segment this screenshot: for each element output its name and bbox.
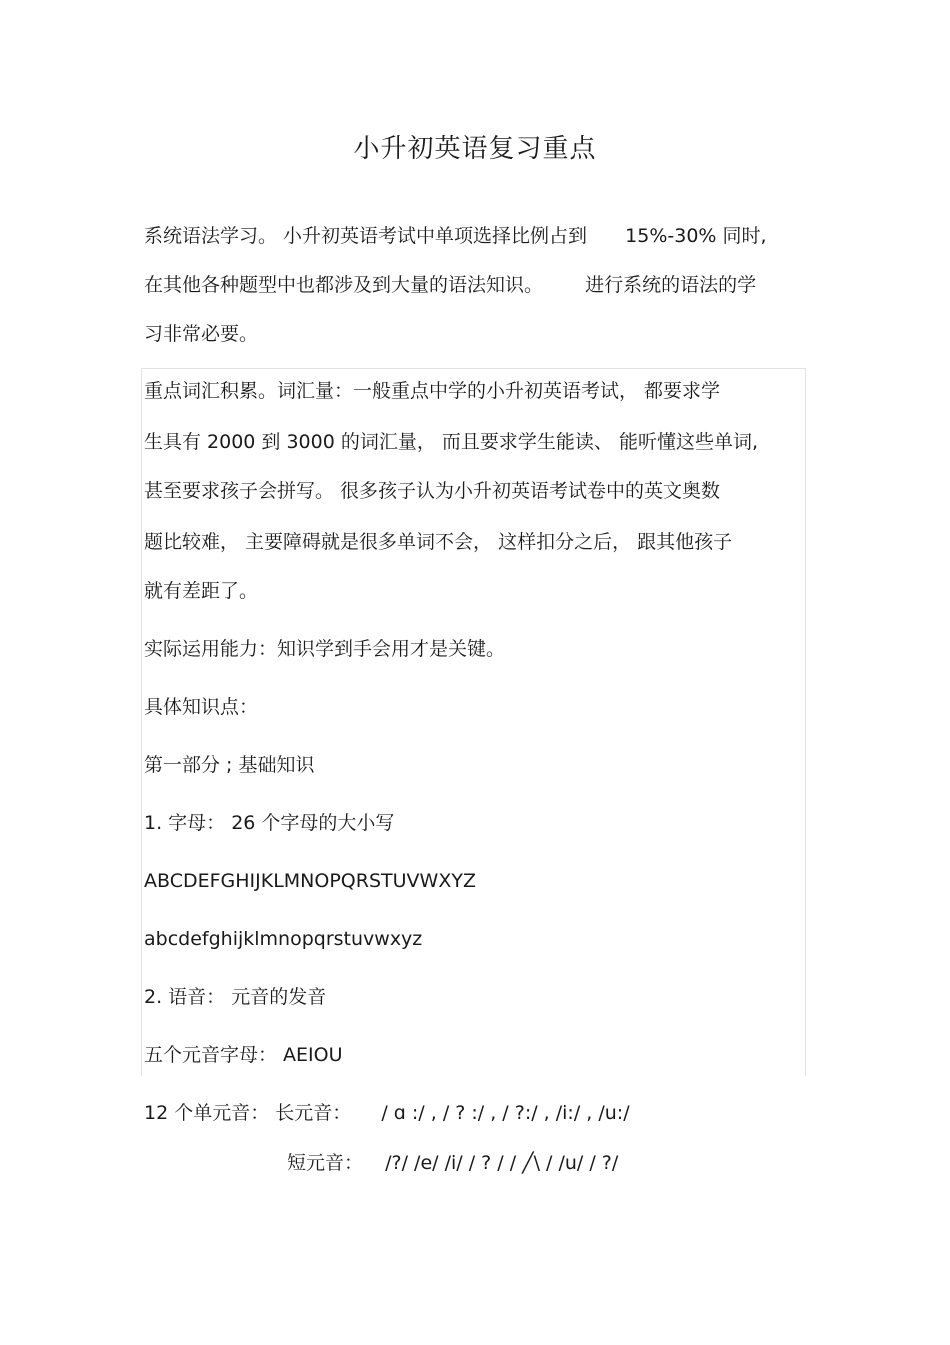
ability-line: 实际运用能力：知识学到手会用才是关键。 bbox=[144, 638, 506, 660]
intro-line-1 bbox=[144, 222, 767, 250]
short-vowels-items: /?/ /e/ /i/ / ? / / ╱\ / /u/ / ?/ bbox=[385, 1152, 619, 1174]
vocab-line-2: 生具有 2000 到 3000 的词汇量， 而且要求学生能读、 能听懂这些单词, bbox=[144, 431, 758, 453]
vocab-line-5: 就有差距了。 bbox=[144, 580, 259, 602]
document-title: 小升初英语复习重点 bbox=[353, 134, 597, 164]
content-frame bbox=[141, 368, 806, 1076]
long-vowels-label: 12 个单元音： 长元音： bbox=[144, 1102, 352, 1124]
uppercase-alphabet: ABCDEFGHIJKLMNOPQRSTUVWXYZ bbox=[144, 870, 476, 892]
vocab-line-4: 题比较难， 主要障碍就是很多单词不会， 这样扣分之后， 跟其他孩子 bbox=[144, 531, 733, 553]
phonetics-heading: 2. 语音： 元音的发音 bbox=[144, 986, 327, 1008]
points-heading: 具体知识点： bbox=[144, 696, 259, 718]
lowercase-alphabet: abcdefghijklmnopqrstuvwxyz bbox=[144, 928, 423, 950]
intro-line-2 bbox=[144, 271, 756, 299]
part-one-heading: 第一部分 ; 基础知识 bbox=[144, 754, 315, 776]
intro-line-1-text: 系统语法学习。 小升初英语考试中单项选择比例占到 bbox=[144, 225, 588, 247]
long-vowels-items: / ɑ :/ , / ? :/ , / ?:/ , /i:/ , /u:/ bbox=[381, 1102, 630, 1124]
letters-heading: 1. 字母： 26 个字母的大小写 bbox=[144, 812, 395, 834]
intro-line-2-text-b: 进行系统的语法的学 bbox=[585, 274, 757, 296]
intro-line-1-percent: 15%-30% 同时, bbox=[625, 225, 767, 247]
intro-line-3: 习非常必要。 bbox=[144, 323, 259, 345]
vocab-line-1: 重点词汇积累。词汇量：一般重点中学的小升初英语考试， 都要求学 bbox=[144, 380, 721, 402]
short-vowels-line bbox=[287, 1149, 618, 1177]
five-vowels-line: 五个元音字母： AEIOU bbox=[144, 1044, 343, 1066]
intro-line-2-text: 在其他各种题型中也都涉及到大量的语法知识。 bbox=[144, 274, 544, 296]
vocab-line-3: 甚至要求孩子会拼写。 很多孩子认为小升初英语考试卷中的英文奥数 bbox=[144, 480, 721, 502]
long-vowels-line bbox=[144, 1099, 630, 1127]
short-vowels-label: 短元音： bbox=[287, 1152, 364, 1174]
